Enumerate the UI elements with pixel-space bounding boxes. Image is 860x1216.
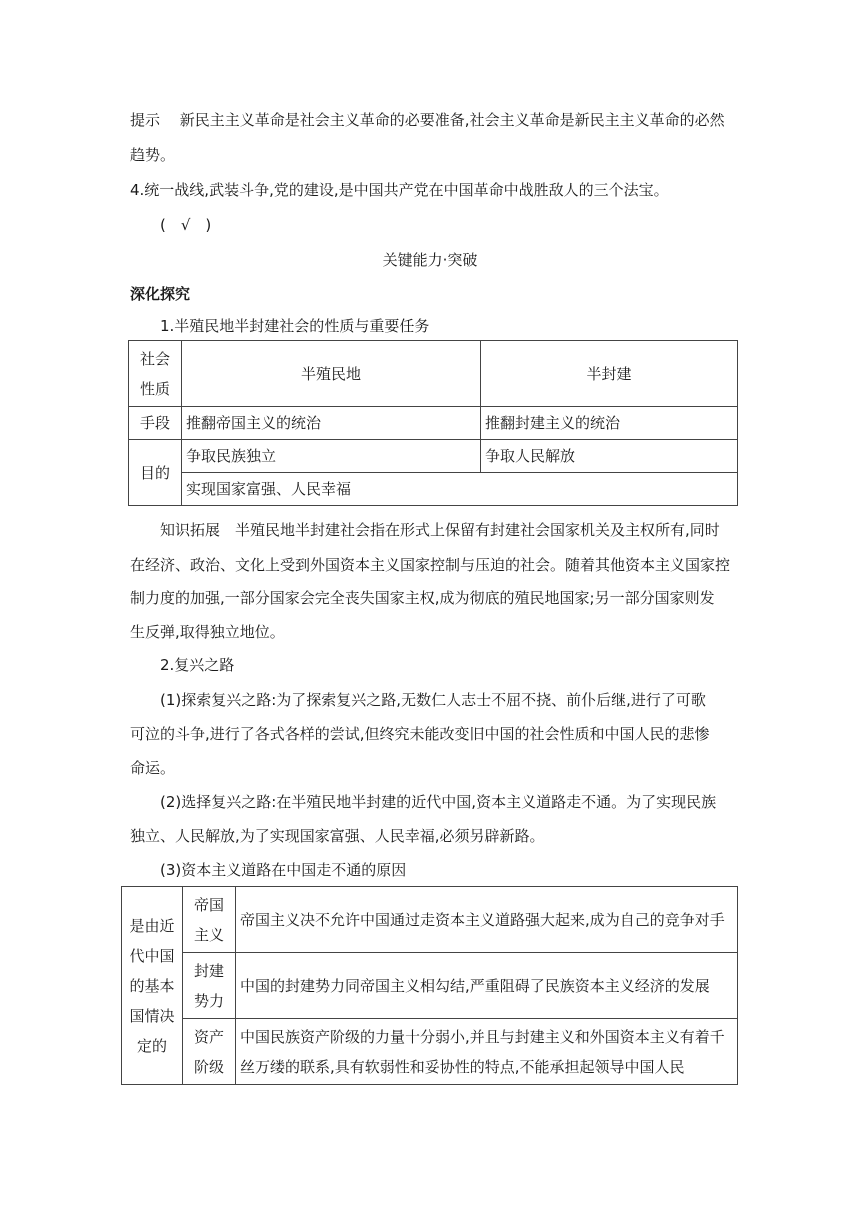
knowledge-line-2: 在经济、政治、文化上受到外国资本主义国家控制与压迫的社会。随着其他资本主义国家控: [130, 556, 731, 574]
knowledge-line-3: 制力度的加强,一部分国家会完全丧失国家主权,成为彻底的殖民地国家;另一部分国家则发: [130, 589, 715, 607]
reason-text-imperialism: 帝国主义决不允许中国通过走资本主义道路强大起来,成为自己的竞争对手: [236, 887, 738, 953]
p2-line-2: 独立、人民解放,为了实现国家富强、人民幸福,必须另辟新路。: [130, 827, 545, 845]
p1-line-3: 命运。: [130, 759, 176, 777]
hint-line-2: 趋势。: [130, 146, 176, 164]
row-means-col1: 推翻帝国主义的统治: [182, 407, 481, 440]
knowledge-line-1: 知识拓展 半殖民地半封建社会指在形式上保留有封建社会国家机关及主权所有,同时: [160, 521, 720, 539]
row-goal-col1: 争取民族独立: [182, 440, 481, 473]
item-4-text: 4.统一战线,武装斗争,党的建设,是中国共产党在中国革命中战胜敌人的三个法宝。: [130, 181, 669, 199]
row-means-label: 手段: [129, 407, 182, 440]
reason-text-feudal: 中国的封建势力同帝国主义相勾结,严重阻碍了民族资本主义经济的发展: [236, 953, 738, 1019]
knowledge-line-4: 生反弹,取得独立地位。: [130, 623, 285, 641]
header-semifeudal: 半封建: [481, 341, 738, 407]
p1-line-1: (1)探索复兴之路:为了探索复兴之路,无数仁人志士不屈不挠、前仆后继,进行了可歌: [160, 691, 706, 709]
p3-title: (3)资本主义道路在中国走不通的原因: [160, 861, 407, 879]
reason-label-feudal: 封建势力: [183, 953, 236, 1019]
reasons-table: [121, 886, 738, 1085]
reasons-left-label: 是由近代中国的基本国情决定的: [122, 887, 183, 1085]
header-semicolonial: 半殖民地: [182, 341, 481, 407]
hint-label: 提示: [130, 111, 161, 129]
nature-task-table: [128, 340, 738, 506]
topic-2-title: 2.复兴之路: [160, 656, 235, 674]
subheading: 深化探究: [130, 285, 191, 303]
section-title: 关键能力·突破: [382, 251, 478, 269]
item-4-answer: ( √ ): [160, 216, 212, 234]
topic-1-title: 1.半殖民地半封建社会的性质与重要任务: [160, 317, 430, 335]
reason-label-bourgeoisie: 资产阶级: [183, 1019, 236, 1085]
row-goal-merged: 实现国家富强、人民幸福: [182, 473, 738, 506]
row-goal-label: 目的: [129, 440, 182, 506]
row-goal-col2: 争取人民解放: [481, 440, 738, 473]
row-means-col2: 推翻封建主义的统治: [481, 407, 738, 440]
hint-line-1: [130, 110, 725, 130]
reason-text-bourgeoisie: 中国民族资产阶级的力量十分弱小,并且与封建主义和外国资本主义有着千丝万缕的联系,具有软弱性和妥协性的特点,不能承担起领导中国人民: [236, 1019, 738, 1085]
p1-line-2: 可泣的斗争,进行了各式各样的尝试,但终究未能改变旧中国的社会性质和中国人民的悲惨: [130, 725, 710, 743]
reason-label-imperialism: 帝国主义: [183, 887, 236, 953]
hint-text: 新民主主义革命是社会主义革命的必要准备,社会主义革命是新民主主义革命的必然: [179, 111, 725, 129]
header-nature: 社会性质: [129, 341, 182, 407]
p2-line-1: (2)选择复兴之路:在半殖民地半封建的近代中国,资本主义道路走不通。为了实现民族: [160, 793, 717, 811]
